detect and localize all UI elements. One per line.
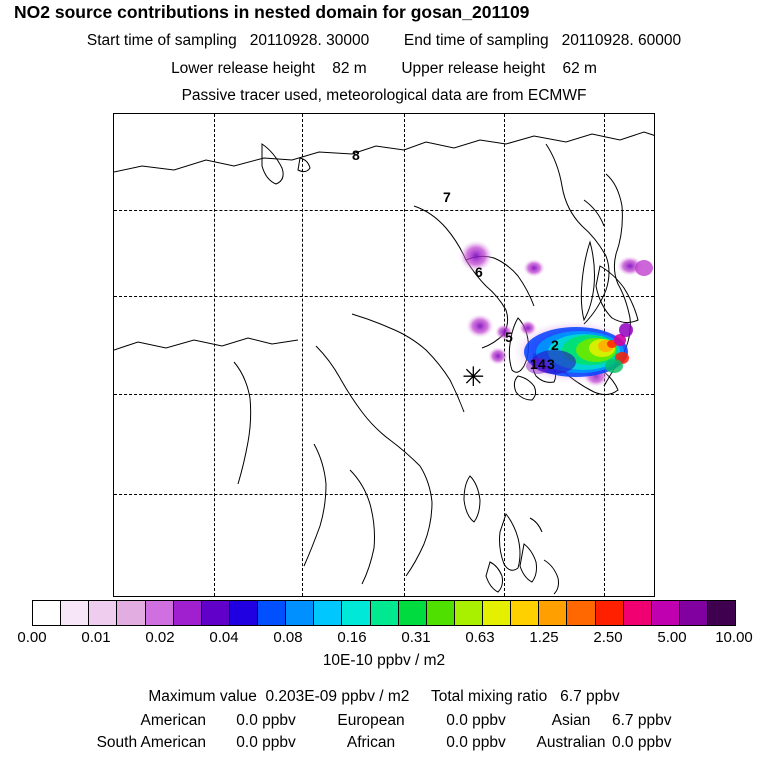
region-value-european: 0.0 ppbv	[446, 712, 506, 729]
region-label-european: European	[337, 712, 405, 729]
region-label-asian: Asian	[551, 712, 591, 729]
cluster-label-6: 6	[475, 264, 483, 280]
colorbar-swatch	[624, 601, 652, 625]
colorbar-tick: 10.00	[715, 629, 753, 646]
maximum-value-label: Maximum value	[148, 688, 257, 705]
colorbar-tick: 5.00	[657, 629, 687, 646]
maximum-value: 0.203E-09 ppbv / m2	[265, 688, 410, 705]
total-mixing-ratio-label: Total mixing ratio	[430, 688, 548, 705]
colorbar-tick: 0.02	[145, 629, 175, 646]
colorbar-tick: 2.50	[593, 629, 623, 646]
colorbar-swatch	[174, 601, 202, 625]
end-time-label: End time of sampling	[403, 32, 549, 49]
cluster-label-2: 2	[551, 337, 559, 353]
header-release-heights	[0, 60, 768, 78]
colorbar-tick: 0.04	[209, 629, 239, 646]
colorbar-swatch	[230, 601, 258, 625]
map-coastlines-and-plume	[114, 114, 655, 597]
colorbar-tick: 0.63	[465, 629, 495, 646]
colorbar-swatch	[286, 601, 314, 625]
colorbar-swatch	[708, 601, 735, 625]
colorbar-swatch	[652, 601, 680, 625]
colorbar-tick: 1.25	[529, 629, 559, 646]
colorbar-swatch	[539, 601, 567, 625]
colorbar-tick: 0.31	[401, 629, 431, 646]
colorbar-swatch	[427, 601, 455, 625]
colorbar-swatch	[399, 601, 427, 625]
total-mixing-ratio-value: 6.7 ppbv	[560, 688, 620, 705]
region-label-american: American	[140, 712, 206, 729]
colorbar-swatch	[483, 601, 511, 625]
upper-release-value: 62 m	[562, 60, 597, 77]
end-time-value: 20110928. 60000	[561, 32, 682, 49]
colorbar-swatch	[202, 601, 230, 625]
colorbar-swatch	[89, 601, 117, 625]
region-value-african: 0.0 ppbv	[446, 734, 506, 751]
colorbar-swatch	[33, 601, 61, 625]
lower-release-value: 82 m	[332, 60, 367, 77]
colorbar-unit-label: 10E-10 ppbv / m2	[322, 652, 446, 669]
region-label-australian: Australian	[536, 734, 606, 751]
start-time-label: Start time of sampling	[86, 32, 237, 49]
receptor-site-marker: ✳	[462, 362, 485, 392]
start-time-value: 20110928. 30000	[249, 32, 370, 49]
colorbar-tick: 0.16	[337, 629, 367, 646]
region-value-asian: 6.7 ppbv	[612, 712, 672, 729]
colorbar-swatch	[511, 601, 539, 625]
colorbar-swatch	[680, 601, 708, 625]
map-panel[interactable]	[113, 113, 655, 597]
region-label-south-american: South American	[96, 734, 206, 751]
header-note: Passive tracer used, meteorological data are from ECMWF	[181, 87, 587, 104]
colorbar-swatch	[61, 601, 89, 625]
header-sampling-times	[0, 32, 768, 50]
colorbar-swatch	[342, 601, 370, 625]
cluster-label-5: 5	[505, 329, 513, 345]
colorbar-tick: 0.00	[17, 629, 47, 646]
lower-release-label: Lower release height	[171, 60, 315, 77]
cluster-label-8: 8	[352, 147, 360, 163]
colorbar-swatch	[371, 601, 399, 625]
region-value-australian: 0.0 ppbv	[612, 734, 672, 751]
colorbar-swatch	[258, 601, 286, 625]
page-title: NO2 source contributions in nested domain for gosan_201109	[14, 2, 530, 22]
cluster-label-4: 4	[538, 356, 546, 372]
cluster-label-3: 3	[547, 356, 555, 372]
colorbar-tick: 0.08	[273, 629, 303, 646]
footer-regions-row-1	[0, 712, 768, 730]
colorbar-swatch	[117, 601, 145, 625]
cluster-label-7: 7	[443, 189, 451, 205]
region-value-american: 0.0 ppbv	[236, 712, 296, 729]
colorbar-swatch	[596, 601, 624, 625]
footer-regions-row-2	[0, 734, 768, 752]
upper-release-label: Upper release height	[401, 60, 546, 77]
footer-summary	[0, 688, 768, 706]
colorbar-swatch	[455, 601, 483, 625]
colorbar-swatch	[314, 601, 342, 625]
colorbar	[32, 600, 736, 626]
colorbar-swatch	[567, 601, 595, 625]
cluster-label-1: 1	[530, 356, 538, 372]
colorbar-tick: 0.01	[81, 629, 111, 646]
region-value-south-american: 0.0 ppbv	[236, 734, 296, 751]
colorbar-swatch	[146, 601, 174, 625]
region-label-african: African	[346, 734, 396, 751]
